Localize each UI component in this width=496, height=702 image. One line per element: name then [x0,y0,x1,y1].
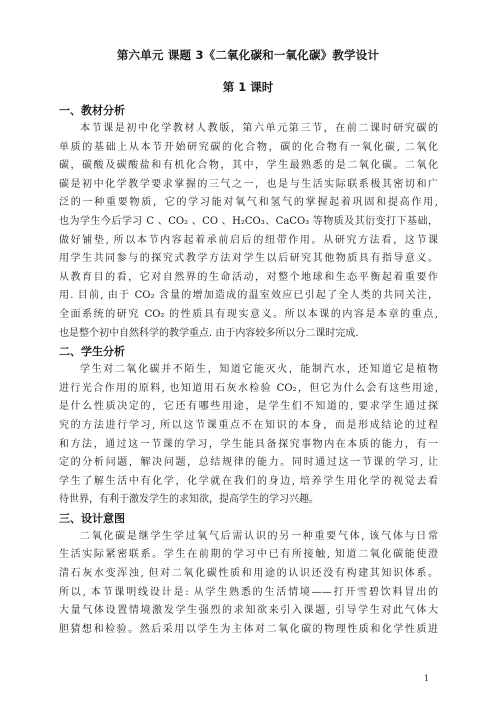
section-design-intent [59,510,438,640]
paragraph-line: 是什么性质决定的，它还有哪些用途，是学生们不知道的, 要求学生通过探 [59,401,438,413]
paragraph-line: 泛的一种重要物质，它的学习能对氧气和氢气的掌握起着巩固和提高作用, [59,197,438,209]
paragraph-line: 学生对二氧化碳并不陌生，知道它能灭火，能制汽水，还知道它是植物 [80,364,438,376]
document-body [59,102,438,639]
section-heading: 一、教材分析 [59,104,125,117]
paragraph-line: 本节课是初中化学教材人教版，第六单元第三节，在前二课时研究碳的 [80,123,438,134]
paragraph-line: 所以, 本节课明线设计是: 从学生熟悉的生活情境——打开雪碧饮料冒出的 [59,586,438,598]
section-heading: 二、学生分析 [59,345,125,359]
paragraph-line: 用学生共同参与的探究式教学方法对学生以后研究其他物质具有指导意义。 [59,253,438,265]
paragraph-line: 待世界，有利于激发学生的求知欲，提高学生的学习兴趣。 [59,494,319,506]
paragraph-line: 生活实际紧密联系。学生在前期的学习中已有所接触, 知道二氧化碳能使澄 [59,549,438,561]
paragraph-line: 也是整个初中自然科学的教学重点. 由于内容较多所以分二课时完成. [59,327,359,339]
page-number: 1 [424,674,430,683]
section-textbook-analysis [59,102,438,343]
paragraph-line: 胆猜想和检验。然后采用以学生为主体对二氧化碳的物理性质和化学性质进 [59,623,438,635]
section-student-analysis [59,343,438,510]
paragraph-line: 碳是初中化学教学要求掌握的三气之一，也是与生活实际联系极其密切和广 [59,178,438,190]
document-title: 第六单元 课题 3《二氧化碳和一氧化碳》教学设计 [116,48,380,62]
paragraph-line: 做好铺垫, 所以本节内容起着承前启后的纽带作用。从研究方法看，这节课 [59,234,438,246]
paragraph-line: 二氧化碳是继学生学过氧气后需认识的另一种重要气体, 该气体与日常 [80,530,438,542]
paragraph-line: 定的分析问题，解决问题，总结规律的能力。同时通过这一节课的学习, 让 [59,457,438,469]
paragraph-line: 究的方法进行学习, 所以这节课重点不在知识的本身，而是形成结论的过程 [59,419,438,431]
paragraph-line: 进行光合作用的原料, 也知道用石灰水检验 CO₂，但它为什么会有这些用途, [59,382,438,394]
paragraph-line: 学生了解生活中有化学，化学就在我们的身边, 培养学生用化学的视觉去看 [59,475,438,487]
paragraph-line: 和方法，通过这一节课的学习，学生能具备探究事物内在本质的能力，有一 [59,438,438,450]
paragraph-line: 从教育目的看，它对自然界的生命活动，对整个地球和生态平衡起着重要作 [59,271,438,283]
paragraph-line: 清石灰水变浑浊, 但对二氧化碳性质和用途的认识还没有构建其知识体系。 [59,568,438,580]
section-heading: 三、设计意图 [59,511,125,525]
paragraph-line: 全面系统的研究 CO₂ 的性质具有现实意义。所以本课的内容是本章的重点, [59,308,438,320]
paragraph-line: 碳，碳酸及碳酸盐和有机化合物，其中，学生最熟悉的是二氧化碳。二氧化 [59,160,438,172]
document-subtitle: 第 1 课时 [222,80,274,94]
paragraph-line: 也为学生今后学习 C 、CO₂ 、CO 、H₂CO₃、CaCO₃ 等物质及其衍变打下基础， [59,215,438,227]
paragraph-line: 大量气体设置情境激发学生强烈的求知欲来引入课题, 引导学生对此气体大 [59,605,438,617]
paragraph-line: 用. 目前, 由于 CO₂ 含量的增加造成的温室效应已引起了全人类的共同关注， [59,290,438,302]
paragraph-line: 单质的基础上从本节开始研究碳的化合物，碳的化合物有一氧化碳, 二氧化 [59,141,438,153]
